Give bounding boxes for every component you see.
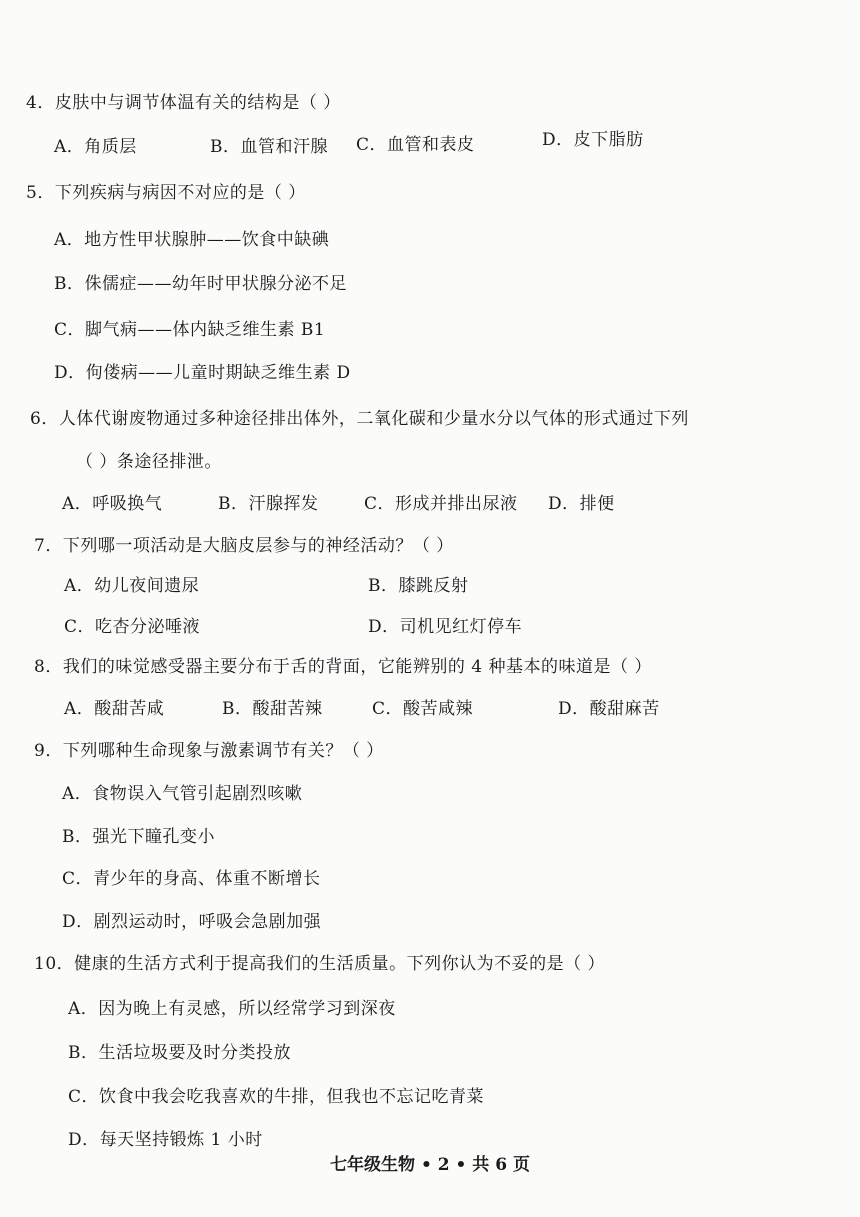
- question-4-option-b: B．血管和汗腺: [210, 137, 328, 157]
- question-10-option-d: D．每天坚持锻炼 1 小时: [68, 1130, 263, 1150]
- question-7-option-b: B．膝跳反射: [368, 576, 469, 596]
- question-8-option-b: B．酸甜苦辣: [222, 699, 323, 719]
- question-4-option-d: D．皮下脂肪: [542, 130, 644, 150]
- question-5-option-d: D．佝偻病——儿童时期缺乏维生素 D: [54, 363, 351, 383]
- question-10-option-c: C．饮食中我会吃我喜欢的牛排，但我也不忘记吃青菜: [68, 1087, 485, 1107]
- question-7-option-d: D．司机见红灯停车: [368, 617, 523, 637]
- question-4-option-a: A．角质层: [54, 137, 137, 157]
- question-5-option-b: B．侏儒症——幼年时甲状腺分泌不足: [54, 274, 347, 294]
- question-7-stem: 7．下列哪一项活动是大脑皮层参与的神经活动？（ ）: [34, 536, 454, 556]
- question-6-option-b: B．汗腺挥发: [218, 494, 319, 514]
- question-4-stem: 4．皮肤中与调节体温有关的结构是（ ）: [26, 93, 341, 113]
- question-10-stem: 10．健康的生活方式利于提高我们的生活质量。下列你认为不妥的是（ ）: [34, 954, 606, 974]
- question-8-stem: 8．我们的味觉感受器主要分布于舌的背面，它能辨别的 4 种基本的味道是（ ）: [34, 657, 652, 677]
- question-9-option-c: C．青少年的身高、体重不断增长: [62, 869, 321, 889]
- page-footer: 七年级生物 • 2 • 共 6 页: [330, 1155, 530, 1175]
- question-9-option-d: D．剧烈运动时，呼吸会急剧加强: [62, 912, 322, 932]
- question-10-option-a: A．因为晚上有灵感，所以经常学习到深夜: [68, 999, 396, 1019]
- question-7-option-a: A．幼儿夜间遗尿: [64, 576, 200, 596]
- question-8-option-c: C．酸苦咸辣: [372, 699, 474, 719]
- question-6-option-c: C．形成并排出尿液: [364, 494, 518, 514]
- question-6-stem: 6．人体代谢废物通过多种途径排出体外，二氧化碳和少量水分以气体的形式通过下列: [30, 409, 689, 429]
- question-8-option-d: D．酸甜麻苦: [558, 699, 660, 719]
- question-5-option-a: A．地方性甲状腺肿——饮食中缺碘: [54, 230, 330, 250]
- question-6-stem-continued: （ ）条途径排泄。: [76, 452, 222, 472]
- question-7-option-c: C．吃杏分泌唾液: [64, 617, 201, 637]
- question-4-option-c: C．血管和表皮: [356, 135, 475, 155]
- question-6-option-d: D．排便: [548, 494, 615, 514]
- question-6-option-a: A．呼吸换气: [62, 494, 163, 514]
- question-9-option-b: B．强光下瞳孔变小: [62, 827, 215, 847]
- question-9-option-a: A．食物误入气管引起剧烈咳嗽: [62, 784, 303, 804]
- question-5-option-c: C．脚气病——体内缺乏维生素 B1: [54, 320, 326, 340]
- question-10-option-b: B．生活垃圾要及时分类投放: [68, 1043, 291, 1063]
- question-8-option-a: A．酸甜苦咸: [64, 699, 165, 719]
- question-5-stem: 5．下列疾病与病因不对应的是（ ）: [26, 183, 306, 203]
- question-9-stem: 9．下列哪种生命现象与激素调节有关？（ ）: [34, 741, 384, 761]
